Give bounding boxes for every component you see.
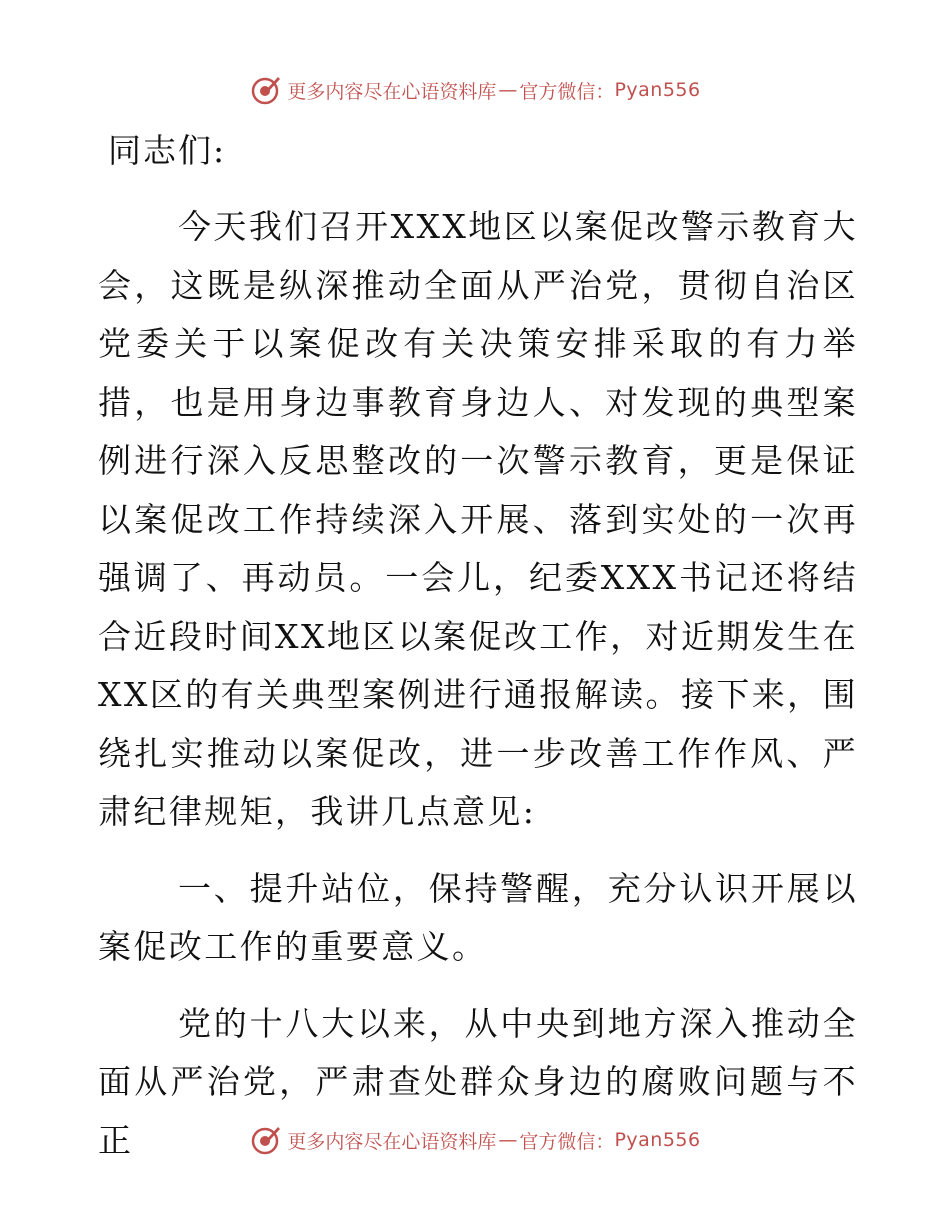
watermark-text: 更多内容尽在心语资料库 xyxy=(287,80,497,103)
section-heading: 一、提升站位，保持警醒，充分认识开展以案促改工作的重要意义。 xyxy=(98,868,858,966)
watermark-id: Pyan556 xyxy=(614,1129,701,1151)
greeting: 同志们: xyxy=(108,131,227,170)
watermark-separator: — xyxy=(498,1129,518,1151)
paragraph-section-1: 党的十八大以来，从中央到地方深入推动全面从严治党，严肃查处群众身边的腐败问题与不正 xyxy=(98,1003,858,1160)
watermark-text: 更多内容尽在心语资料库 xyxy=(287,1130,497,1153)
watermark-separator: — xyxy=(498,79,518,101)
watermark-label: 官方微信： xyxy=(519,80,615,103)
watermark-id: Pyan556 xyxy=(614,79,701,101)
document-body xyxy=(98,122,858,1188)
watermark-label: 官方微信： xyxy=(519,1130,615,1153)
watermark-footer xyxy=(0,1120,950,1160)
pen-logo-icon xyxy=(249,74,281,106)
paragraph-intro: 今天我们召开XXX地区以案促改警示教育大会，这既是纵深推动全面从严治党，贯彻自治区党委关于以案促改有关决策安排采取的有力举措，也是用身边事教育身边人、对发现的典型案例进行深入反思整改的一次警示教育，更是保证以案促改工作持续深入开展、落到实处的一次再强调了、再动员。一会儿，纪委XXX书记还将结合近段时间XX地区以案促改工作，对近期发生在XX区的有关典型案例进行通报解读。接下来，围绕扎实推动以案促改，进一步改善工作作风、严肃纪律规矩，我讲几点意见: xyxy=(98,207,858,831)
watermark-header xyxy=(0,70,950,110)
pen-logo-icon xyxy=(249,1124,281,1156)
